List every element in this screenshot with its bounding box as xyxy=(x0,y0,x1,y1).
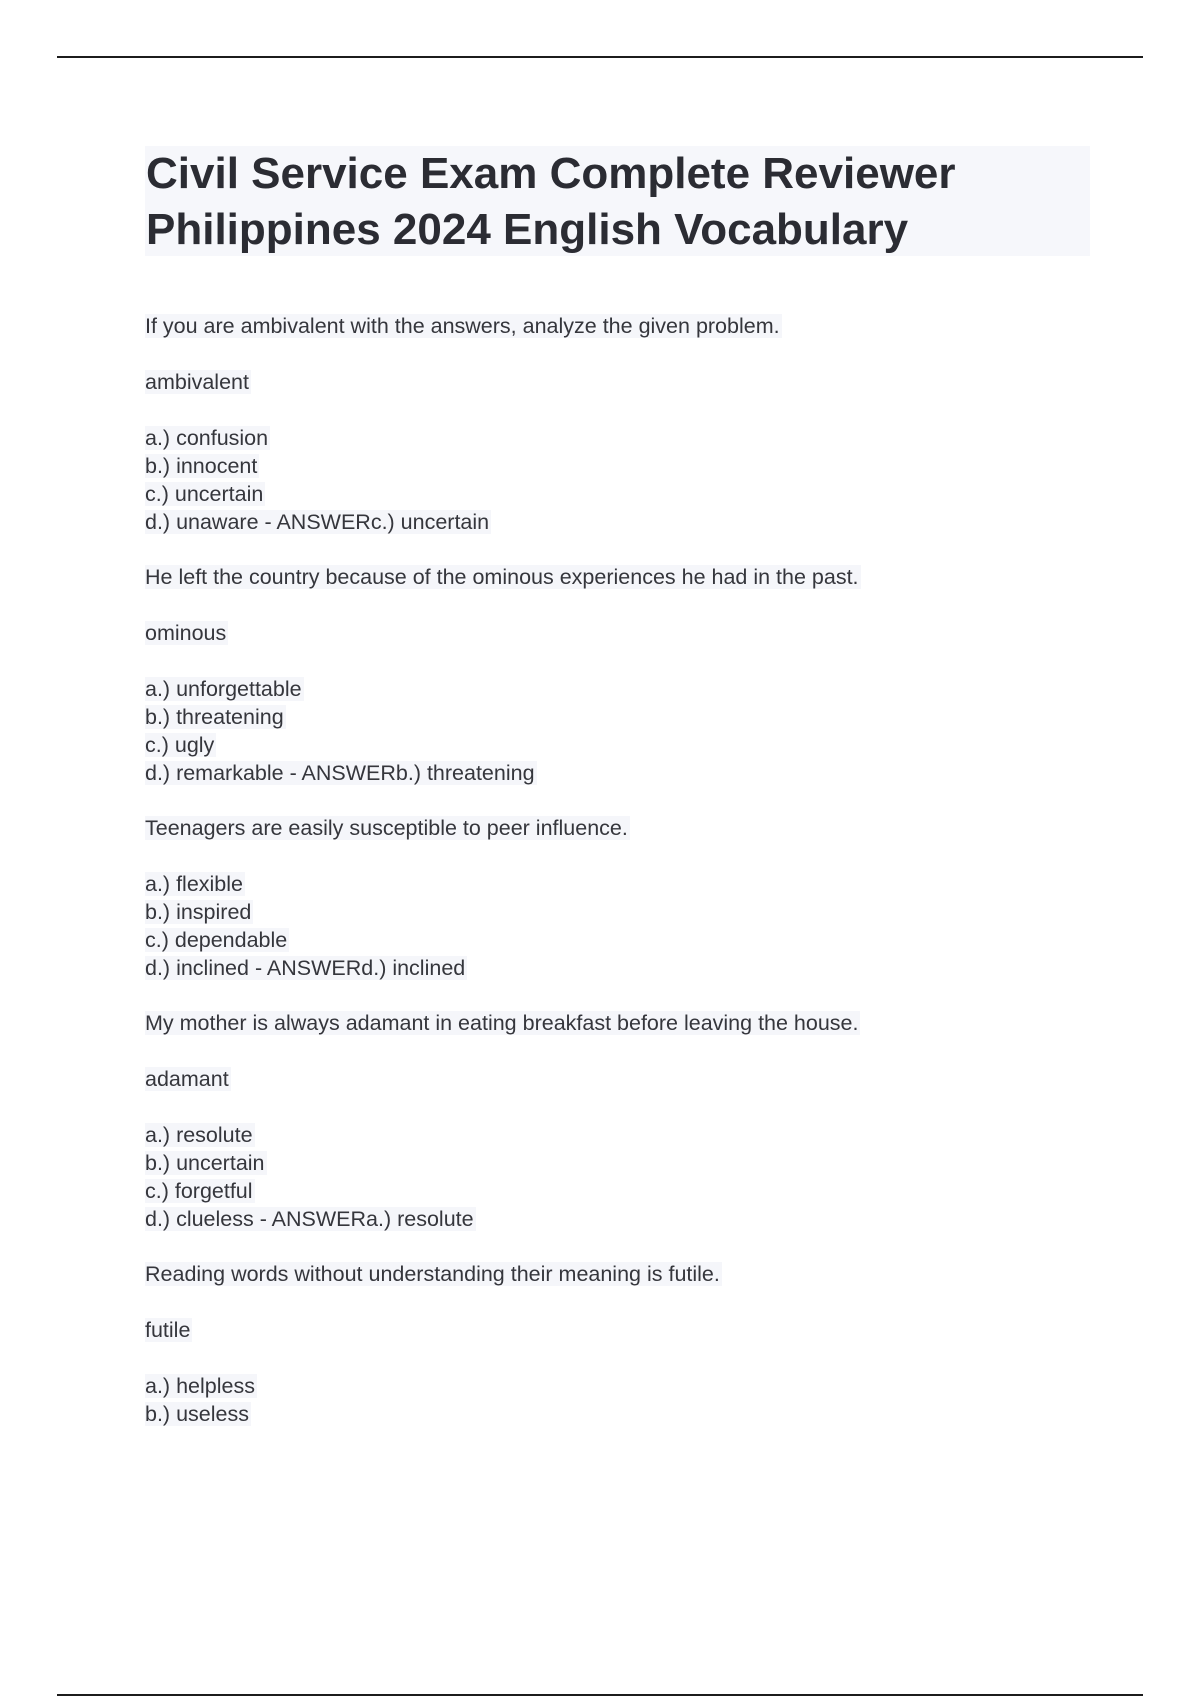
question-item xyxy=(145,312,1105,536)
option-d-answer: d.) clueless - ANSWERa.) resolute xyxy=(145,1207,474,1231)
question-word: ominous xyxy=(145,621,227,645)
question-sentence: He left the country because of the ominous experiences he had in the past. xyxy=(145,565,859,589)
option-c: c.) uncertain xyxy=(145,482,264,506)
option-b: b.) inspired xyxy=(145,900,252,924)
top-divider xyxy=(57,56,1143,58)
question-sentence: My mother is always adamant in eating breakfast before leaving the house. xyxy=(145,1011,859,1035)
option-a: a.) confusion xyxy=(145,426,269,450)
question-sentence: Teenagers are easily susceptible to peer influence. xyxy=(145,816,628,840)
question-list xyxy=(145,312,1105,1428)
question-item xyxy=(145,1260,1105,1428)
option-a: a.) unforgettable xyxy=(145,677,302,701)
document-title xyxy=(145,146,1090,256)
question-item xyxy=(145,814,1105,982)
question-word: adamant xyxy=(145,1067,229,1091)
bottom-divider xyxy=(57,1694,1143,1696)
option-c: c.) ugly xyxy=(145,733,215,757)
question-word: ambivalent xyxy=(145,370,249,394)
question-item xyxy=(145,1009,1105,1233)
question-sentence: If you are ambivalent with the answers, analyze the given problem. xyxy=(145,314,780,338)
option-d-answer: d.) unaware - ANSWERc.) uncertain xyxy=(145,510,490,534)
option-c: c.) dependable xyxy=(145,928,288,952)
option-b: b.) innocent xyxy=(145,454,258,478)
option-a: a.) flexible xyxy=(145,872,243,896)
title-line-2: Philippines 2024 English Vocabulary xyxy=(146,205,909,254)
option-b: b.) useless xyxy=(145,1402,249,1426)
question-word: futile xyxy=(145,1318,191,1342)
option-d-answer: d.) remarkable - ANSWERb.) threatening xyxy=(145,761,535,785)
question-item xyxy=(145,563,1105,787)
option-d-answer: d.) inclined - ANSWERd.) inclined xyxy=(145,956,466,980)
question-sentence: Reading words without understanding their meaning is futile. xyxy=(145,1262,720,1286)
option-a: a.) resolute xyxy=(145,1123,253,1147)
title-line-1: Civil Service Exam Complete Reviewer xyxy=(146,149,956,198)
option-b: b.) uncertain xyxy=(145,1151,265,1175)
option-b: b.) threatening xyxy=(145,705,284,729)
option-c: c.) forgetful xyxy=(145,1179,253,1203)
option-a: a.) helpless xyxy=(145,1374,255,1398)
